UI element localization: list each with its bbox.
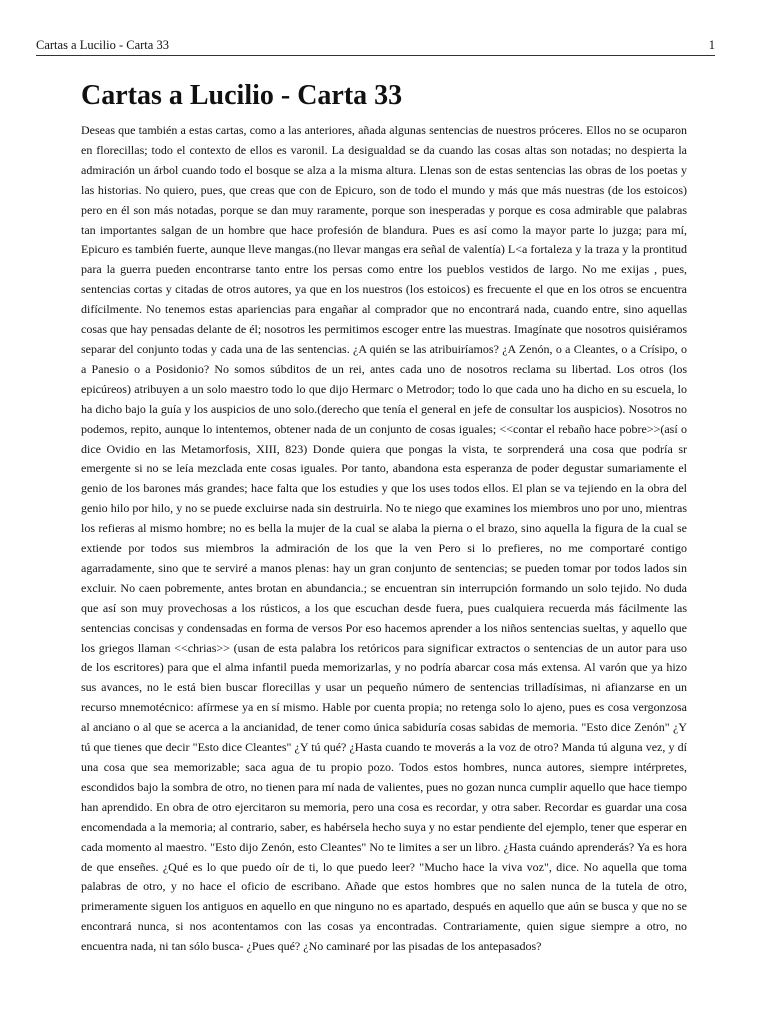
running-header-title: Cartas a Lucilio - Carta 33 <box>36 38 169 52</box>
page-header <box>36 37 715 56</box>
document-title: Cartas a Lucilio - Carta 33 <box>81 80 403 111</box>
page-number: 1 <box>708 38 715 52</box>
body-paragraph: Deseas que también a estas cartas, como a las anteriores, añada algunas sentencias de nuestros próceres. Ellos no se ocuparon en florecillas; todo el contexto de ellos es varonil. La desigualdad se da cuando las cosas altas son notadas; no despierta la admiración un árbol cuando todo el bosque se alza a la misma altura. Llenas son de estas sentencias las obras de los poetas y las historias. No quiero, pues, que creas que con de Epicuro, son de todo el mundo y más que más nuestras (de los estoicos) pero en él son más notadas, porque se dan muy raramente, porque son inesperadas y porque es cosa admirable que palabras tan importantes salgan de un hombre que hace profesión de blandura. Pues es así como la mayor parte lo juzga; para mí, Epicuro es también fuerte, aunque lleve mangas.(no llevar mangas era señal de valentía) L<a fortaleza y la traza y la prontitud para la guerra pueden encontrarse tanto entre los persas como entre los pueblos vestidos de largo. No me exijas , pues, sentencias cortas y citadas de otros autores, ya que en los nuestros (los estoicos) es frecuente el que en los otros se encuentra difícilmente. No tenemos estas apariencias para engañar al comprador que no encontrará nada, cuando entre, sino aquellas cosas que hay pensadas delante de él; nosotros les permitimos escoger entre las muestras. Imagínate que nosotros quisiéramos separar del conjunto todas y cada una de las sentencias. ¿A quién se las atribuiríamos? ¿A Zenón, o a Cleantes, o a Crísipo, o a Panesio o a Posidonio? No somos súbditos de un rei, antes cada uno de nosotros reclama su libertad. Los otros (los epicúreos) atribuyen a un solo maestro todo lo que dijo Hermarc o Metrodor; todo lo que cada uno ha dicho en su escuela, lo ha dicho bajo la guía y los auspicios de uno solo.(derecho que tenía el general en jefe de consultar los auspicios). Nosotros no podemos, repito, aunque lo intentemos, obtener nada de un conjunto de cosas iguales; <<contar el rebaño hace pobre>>(así o dice Ovidio en las Metamorfosis, XIII, 823) Donde quiera que pongas la vista, te sorprenderá una cosa que podría sr emergente si no se leía mezclada ente cosas iguales. Por tanto, abandona esta esperanza de poder degustar sumariamente el genio de los barones más grandes; hace falta que los estudies y que los uses todos ellos. El plan se va tejiendo en la obra del genio hilo por hilo, y no se puede excluirse nada sin destruirla. No te niego que examines los miembros uno por uno, mientras los refieras al mismo hombre; no es bella la mujer de la cual se alaba la pierna o el brazo, sino aquella la figura de la cual se extiende por todos sus miembros la admiración de los que la ven Pero si lo prefieres, no me comportaré contigo agarradamente, sino que te serviré a manos plenas: hay un gran conjunto de sentencias; se pueden tomar por todos lados sin excluir. No caen pobremente, antes brotan en abundancia.; se encuentran sin interrupción formando un solo tejido. No duda que así son muy provechosas a los rústicos, a los que escuchan desde fuera, pues cualquiera recuerda más fácilmente las sentencias concisas y condensadas en forma de versos Por eso hacemos aprender a los niños sentencias sueltas, y aquello que los griegos llaman <<chrias>> (usan de esta palabra los retóricos para significar extractos o sentencias de un autor para uso de los escritores) para que el alma infantil pueda memorizarlas, y no podría abarcar cosa más extensa. Al varón que ya hizo sus avances, no le está bien buscar florecillas y usar un pequeño número de sentencias trilladísimas, ni afianzarse en un recurso mnemotécnico: afírmese ya en sí mismo. Hable por cuenta propia; no retenga solo lo ajeno, pues es cosa vergonzosa al anciano o al que se acerca a la ancianidad, de tener como única sabiduría cosas sabidas de memoria. "Esto dice Zenón" ¿Y tú que tienes que decir "Esto dice Cleantes" ¿Y tú qué? ¿Hasta cuando te moverás a la voz de otro? Manda tú alguna vez, y dí una cosa que sea memorizable; saca agua de tu propio pozo. Todos estos hombres, nunca autores, siempre intérpretes, escondidos bajo la sombra de otro, no tienen para mí nada de valientes, pues no gozan nunca cumplir aquello que hace tiempo han aprendido. En obra de otro ejercitaron su memoria, pero una cosa es recordar, y otra saber. Recordar es guardar una cosa encomendada a la memoria; al contrario, saber, es habérsela hecho suya y no estar pendiente del ejemplo, tener que esperar en cada momento al maestro. "Esto dijo Zenón, esto Cleantes" No te limites a ser un libro. ¿Hasta cuándo aprenderás? Ya es hora de que enseñes. ¿Qué es lo que puedo oír de ti, lo que puedo leer? "Mucho hace la viva voz", dice. No aquella que toma palabras de otro, y no hace el oficio de escribano. Añade que estos hombres que no salen nunca de la tutela de otro, primeramente siguen los antiguos en aquello en que ninguno no es apartado, después en aquello que aún se busca y que no se encontrará nunca, si nos acontentamos con las cosas ya encontradas. Contrariamente, quien sigue siempre a otro, no encuentra nada, ni tan sólo busca- ¿Pues qué? ¿No caminaré por las pisadas de los antepasados? <box>81 123 687 954</box>
